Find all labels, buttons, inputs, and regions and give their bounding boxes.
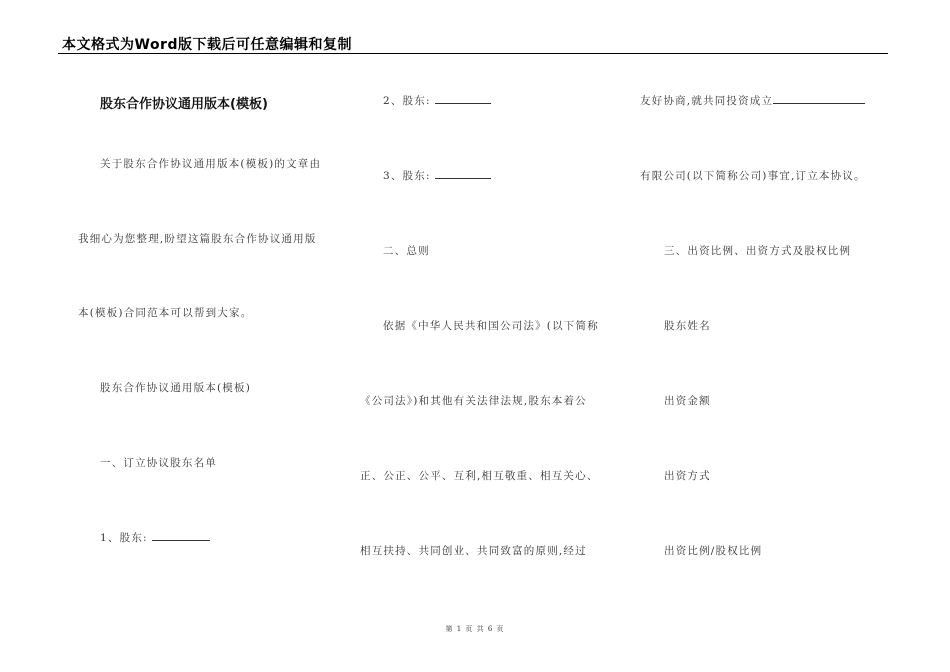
shareholder-1-label: 1、股东: [100, 532, 148, 544]
intro-line-2: 我细心为您整理,盼望这篇股东合作协议通用版 [78, 233, 317, 245]
shareholder-name-item: 股东姓名 [664, 320, 711, 332]
capital-ratio-item: 出资比例/股权比例 [664, 545, 763, 557]
shareholder-3-line [383, 168, 491, 183]
section-2-heading: 二、总则 [383, 245, 430, 257]
document-name: 股东合作协议通用版本(模板) [100, 382, 251, 394]
col3-paragraph-line-2: 有限公司(以下简称公司)事宜,订立本协议。 [640, 170, 866, 182]
section-3-heading: 三、出资比例、出资方式及股权比例 [664, 245, 852, 257]
general-paragraph-line-2: 《公司法》)和其他有关法律法规,股东本着公 [360, 395, 587, 407]
col3-paragraph-line-1 [640, 93, 865, 108]
shareholder-3-blank [435, 168, 491, 179]
shareholder-3-label: 3、股东: [383, 170, 431, 182]
general-paragraph-line-4: 相互扶持、共同创业、共同致富的原则,经过 [360, 545, 587, 557]
intro-line-1: 关于股东合作协议通用版本(模板)的文章由 [100, 158, 322, 170]
capital-amount-item: 出资金额 [664, 395, 711, 407]
intro-line-3: 本(模板)合同范本可以帮到大家。 [78, 307, 253, 319]
document-title: 股东合作协议通用版本(模板) [100, 97, 268, 112]
shareholder-2-line [383, 93, 491, 108]
shareholder-1-line [100, 530, 210, 545]
col3-paragraph-text-1: 友好协商,就共同投资成立 [640, 95, 774, 107]
shareholder-2-blank [435, 93, 491, 104]
company-name-blank [773, 93, 865, 104]
header-rule [58, 53, 888, 54]
page-number-footer: 第 1 页 共 6 页 [445, 625, 505, 633]
page-header: 本文格式为Word版下载后可任意编辑和复制 [62, 37, 352, 53]
general-paragraph-line-1: 依据《中华人民共和国公司法》(以下简称 [383, 320, 599, 332]
shareholder-1-blank [152, 530, 210, 541]
shareholder-2-label: 2、股东: [383, 95, 431, 107]
capital-method-item: 出资方式 [664, 470, 711, 482]
general-paragraph-line-3: 正、公正、公平、互利,相互敬重、相互关心、 [360, 470, 599, 482]
section-1-heading: 一、订立协议股东名单 [100, 457, 217, 469]
